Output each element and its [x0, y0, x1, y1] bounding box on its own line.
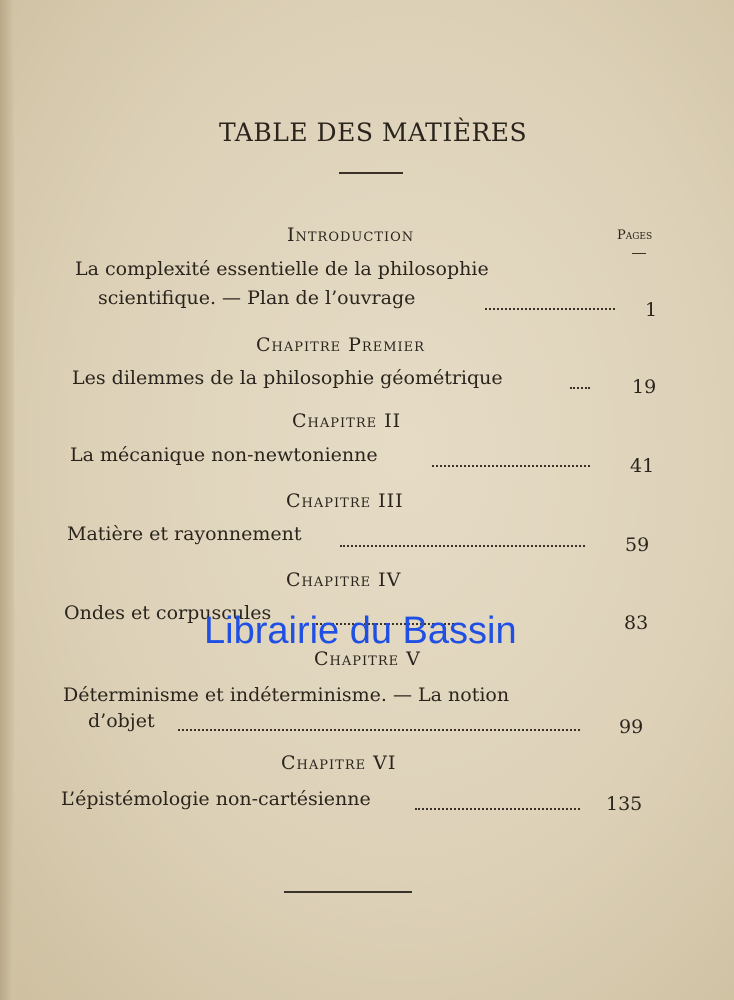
page-number: 59 [625, 534, 650, 556]
page-number: 41 [630, 455, 655, 477]
page-edge [0, 0, 14, 1000]
dot-leader [432, 465, 590, 467]
pages-column-header: Pages [617, 228, 653, 243]
title-rule [339, 172, 403, 174]
page-number: 135 [606, 793, 643, 815]
watermark: Librairie du Bassin [204, 610, 517, 652]
dot-leader [178, 729, 580, 731]
entry-text: Matière et rayonnement [67, 523, 302, 545]
bottom-rule [284, 891, 412, 893]
pages-header-dash [632, 253, 646, 254]
entry-text: L’épistémologie non-cartésienne [61, 788, 371, 810]
section-heading: Chapitre III [286, 490, 404, 512]
entry-text: Les dilemmes de la philosophie géométrique [72, 367, 503, 389]
entry-text: Déterminisme et indéterminisme. — La notion [63, 684, 510, 706]
section-heading: Chapitre V [314, 648, 421, 670]
entry-text: d’objet [88, 710, 155, 732]
dot-leader [570, 387, 590, 389]
dot-leader [415, 808, 580, 810]
entry-text: La complexité essentielle de la philosophie [75, 258, 489, 280]
section-heading: Chapitre IV [286, 569, 402, 591]
page-number: 1 [645, 299, 658, 321]
section-heading: Introduction [287, 224, 415, 246]
entry-text: scientifique. — Plan de l’ouvrage [98, 287, 416, 309]
page-title: TABLE DES MATIÈRES [219, 118, 528, 147]
section-heading: Chapitre VI [281, 752, 397, 774]
page-number: 99 [619, 716, 644, 738]
dot-leader [485, 308, 615, 310]
entry-text: Ondes et corpuscules [64, 602, 272, 624]
section-heading: Chapitre Premier [256, 334, 425, 356]
section-heading: Chapitre II [292, 410, 402, 432]
dot-leader [340, 545, 585, 547]
page-number: 83 [624, 612, 649, 634]
page-number: 19 [632, 376, 657, 398]
entry-text: La mécanique non-newtonienne [70, 444, 378, 466]
